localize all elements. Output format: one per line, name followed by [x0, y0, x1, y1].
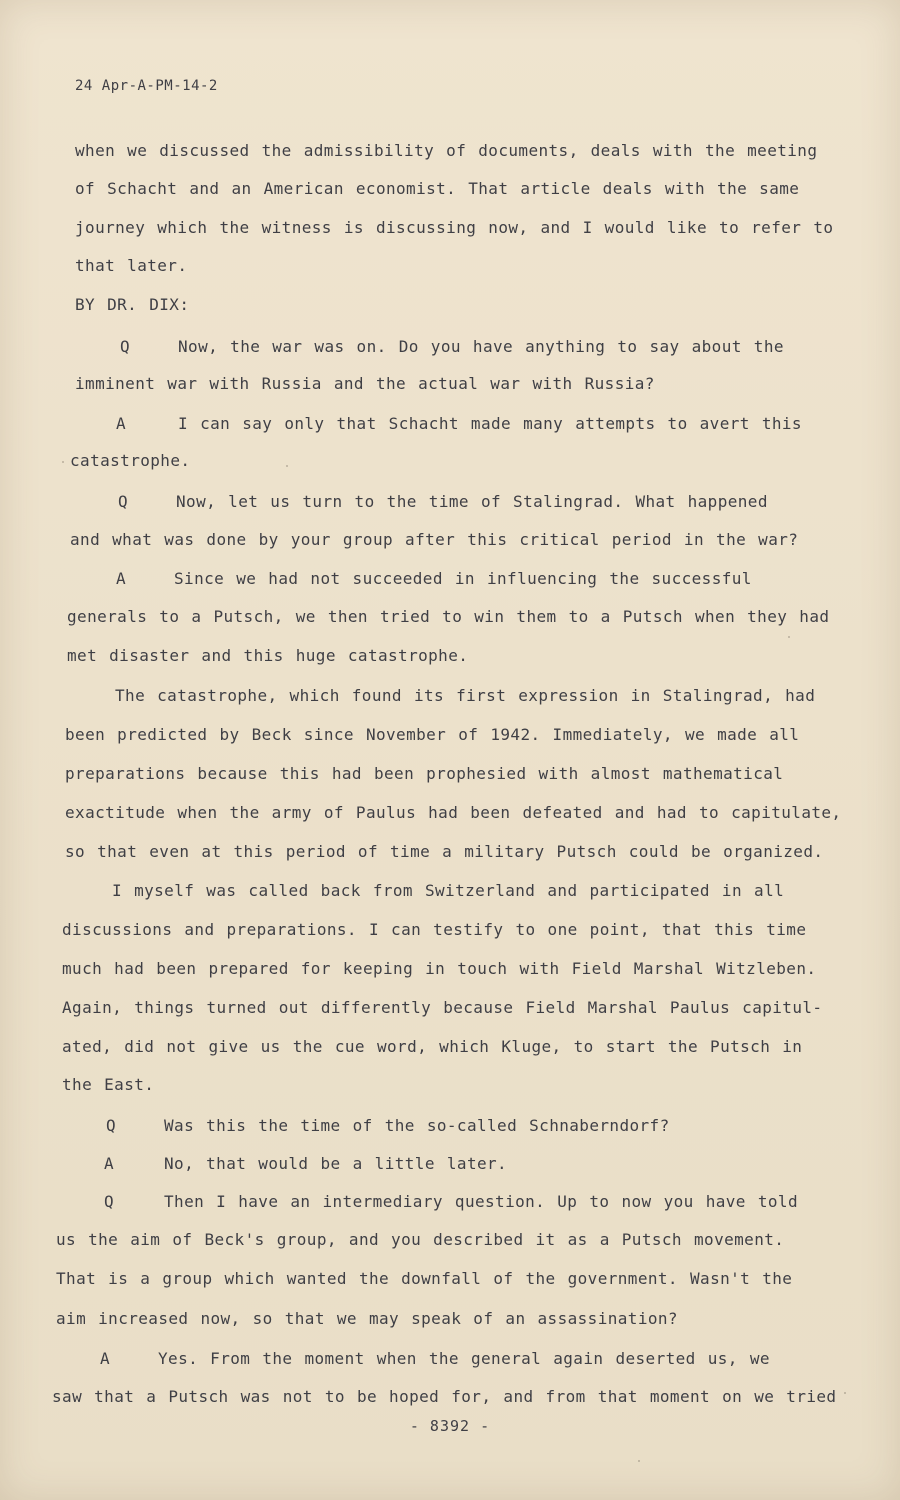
page-number: - 8392 -	[409, 1417, 491, 1435]
answer-marker: A	[116, 569, 127, 588]
text-line: the East.	[62, 1075, 155, 1094]
paper-speck	[62, 461, 64, 463]
text-line: us the aim of Beck's group, and you described it as a Putsch movement.	[56, 1230, 785, 1249]
text-line: The catastrophe, which found its first expression in Stalingrad, had	[115, 686, 816, 705]
text-line: when we discussed the admissibility of documents, deals with the meeting	[75, 141, 818, 160]
text-line: Now, the war was on. Do you have anything to say about the	[178, 337, 784, 356]
paper-speck	[788, 636, 790, 638]
text-line: No, that would be a little later.	[164, 1154, 508, 1173]
paper-speck	[638, 1460, 640, 1462]
text-line: Now, let us turn to the time of Stalingrad. What happened	[176, 492, 768, 511]
text-line: I can say only that Schacht made many attempts to avert this	[178, 414, 802, 433]
question-marker: Q	[106, 1116, 117, 1135]
text-line: I myself was called back from Switzerland and participated in all	[112, 881, 785, 900]
text-line: generals to a Putsch, we then tried to win them to a Putsch when they had	[67, 607, 830, 626]
question-marker: Q	[120, 337, 131, 356]
text-line: met disaster and this huge catastrophe.	[67, 646, 469, 665]
text-line: and what was done by your group after this critical period in the war?	[70, 530, 799, 549]
text-line: aim increased now, so that we may speak of an assassination?	[56, 1309, 678, 1328]
text-line: That is a group which wanted the downfall of the government. Wasn't the	[56, 1269, 793, 1288]
question-marker: Q	[104, 1192, 115, 1211]
text-line: imminent war with Russia and the actual war with Russia?	[75, 374, 655, 393]
paper-speck	[844, 1392, 846, 1394]
question-marker: Q	[118, 492, 129, 511]
text-line: journey which the witness is discussing now, and I would like to refer to	[75, 218, 834, 237]
text-line: of Schacht and an American economist. That article deals with the same	[75, 179, 800, 198]
text-line: Again, things turned out differently because Field Marshal Paulus capitul-	[62, 998, 823, 1017]
text-line: been predicted by Beck since November of 1942. Immediately, we made all	[65, 725, 800, 744]
text-line: preparations because this had been prophesied with almost mathematical	[65, 764, 784, 783]
page-header: 24 Apr-A-PM-14-2	[75, 78, 218, 94]
speaker-heading: BY DR. DIX:	[75, 295, 190, 314]
text-line: catastrophe.	[70, 451, 191, 470]
text-line: so that even at this period of time a military Putsch could be organized.	[65, 842, 824, 861]
text-line: Was this the time of the so-called Schnaberndorf?	[164, 1116, 670, 1135]
text-line: that later.	[75, 256, 188, 275]
text-line: Yes. From the moment when the general again deserted us, we	[158, 1349, 770, 1368]
answer-marker: A	[104, 1154, 115, 1173]
answer-marker: A	[100, 1349, 111, 1368]
text-line: ated, did not give us the cue word, which Kluge, to start the Putsch in	[62, 1037, 803, 1056]
text-line: Then I have an intermediary question. Up to now you have told	[164, 1192, 799, 1211]
text-line: discussions and preparations. I can testify to one point, that this time	[62, 920, 807, 939]
answer-marker: A	[116, 414, 127, 433]
text-line: saw that a Putsch was not to be hoped for, and from that moment on we tried	[52, 1387, 837, 1406]
text-line: much had been prepared for keeping in touch with Field Marshal Witzleben.	[62, 959, 817, 978]
text-line: exactitude when the army of Paulus had been defeated and had to capitulate,	[65, 803, 842, 822]
text-line: Since we had not succeeded in influencing the successful	[174, 569, 752, 588]
paper-speck	[286, 465, 288, 467]
